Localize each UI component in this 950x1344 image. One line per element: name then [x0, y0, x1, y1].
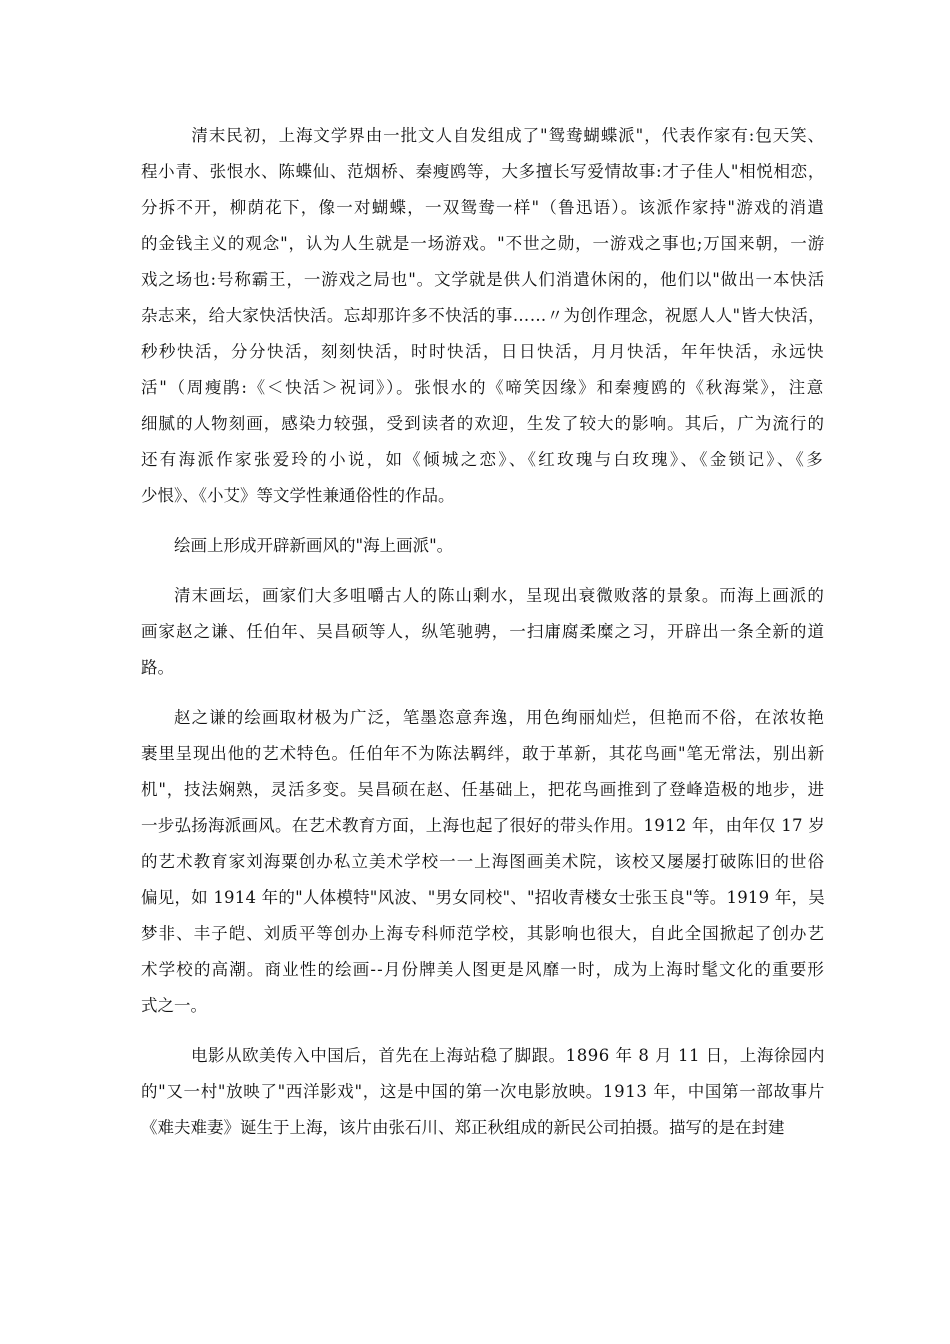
text-line: 杂志来，给大家快活快活。忘却那许多不快活的事……〃为创作理念，祝愿人人"皆大快活， [141, 306, 825, 325]
text-line: 梦非、丰子皑、刘质平等创办上海专科师范学校，其影响也很大，自此全国掀起了创办艺 [141, 924, 825, 943]
text-line: 的"又一村"放映了"西洋影戏"，这是中国的第一次电影放映。1913 年，中国第一部故事片 [141, 1082, 825, 1101]
text-line: 式之一。 [141, 996, 207, 1015]
text-line: 赵之谦的绘画取材极为广泛，笔墨恣意奔逸，用色绚丽灿烂，但艳而不俗，在浓妆艳 [174, 708, 825, 727]
text-line: 机"，技法娴熟，灵活多变。吴昌硕在赵、任基础上，把花鸟画推到了登峰造极的地步，进 [141, 780, 825, 799]
paragraph-painting-heading [141, 528, 825, 564]
paragraph-film [141, 1038, 825, 1146]
paragraph-literature [141, 118, 825, 514]
document-body [141, 118, 825, 1146]
text-line: 少恨》、《小艾》等文学性兼通俗性的作品。 [141, 486, 455, 505]
text-line: 分拆不开，柳荫花下，像一对蝴蝶，一双鸳鸯一样"（鲁迅语）。该派作家持"游戏的消遣 [141, 198, 825, 217]
paragraph-painting-detail [141, 700, 825, 1024]
text-line: 电影从欧美传入中国后，首先在上海站稳了脚跟。1896 年 8 月 11 日，上海徐园内 [174, 1046, 825, 1065]
text-line: 清末画坛，画家们大多咀嚼古人的陈山剩水，呈现出衰微败落的景象。而海上画派的 [174, 586, 825, 605]
text-line: 路。 [141, 658, 174, 677]
text-line: 画家赵之谦、任伯年、吴昌硕等人，纵笔驰骋，一扫庸腐柔糜之习，开辟出一条全新的道 [141, 622, 825, 641]
text-line: 裹里呈现出他的艺术特色。任伯年不为陈法羁绊，敢于革新，其花鸟画"笔无常法，别出新 [141, 744, 825, 763]
text-line: 偏见，如 1914 年的"人体模特"风波、"男女同校"、"招收青楼女士张玉良"等。1919 年，吴 [141, 888, 825, 907]
text-line: 术学校的高潮。商业性的绘画--月份牌美人图更是风靡一时，成为上海时髦文化的重要形 [141, 960, 825, 979]
text-line: 活"（周瘦鹃:《＜快活＞祝词》）。张恨水的《啼笑因缘》和秦瘦鸥的《秋海棠》，注意 [141, 378, 825, 397]
text-line: 的金钱主义的观念"，认为人生就是一场游戏。"不世之勋，一游戏之事也;万国来朝，一游 [141, 234, 825, 253]
text-line: 一步弘扬海派画风。在艺术教育方面，上海也起了很好的带头作用。1912 年，由年仅 17 岁 [141, 816, 825, 835]
text-line: 还有海派作家张爱玲的小说，如《倾城之恋》、《红玫瑰与白玫瑰》、《金锁记》、《多 [141, 450, 825, 469]
text-line: 戏之场也:号称霸王，一游戏之局也"。文学就是供人们消遣休闲的，他们以"做出一本快活 [141, 270, 825, 289]
text-line: 程小青、张恨水、陈蝶仙、范烟桥、秦瘦鸥等，大多擅长写爱情故事:才子佳人"相悦相恋， [141, 162, 825, 181]
text-line: 的艺术教育家刘海粟创办私立美术学校一一上海图画美术院，该校又屡屡打破陈旧的世俗 [141, 852, 825, 871]
text-line: 细腻的人物刻画，感染力较强，受到读者的欢迎，生发了较大的影响。其后，广为流行的 [141, 414, 825, 433]
text-line: 绘画上形成开辟新画风的"海上画派"。 [174, 536, 454, 555]
text-line: 《难夫难妻》诞生于上海，该片由张石川、郑正秋组成的新民公司拍摄。描写的是在封建 [141, 1118, 785, 1137]
text-line: 清末民初，上海文学界由一批文人自发组成了"鸳鸯蝴蝶派"，代表作家有:包天笑、 [174, 126, 825, 145]
paragraph-painting-intro [141, 578, 825, 686]
text-line: 秒秒快活，分分快活，刻刻快活，时时快活，日日快活，月月快活，年年快活，永远快 [141, 342, 825, 361]
